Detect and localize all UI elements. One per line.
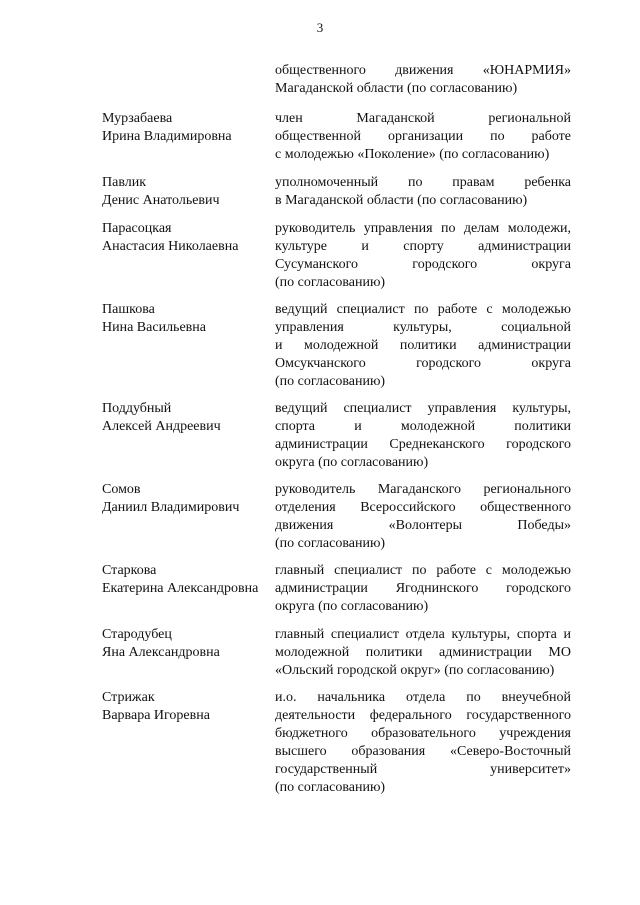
- position-line: культуре и спорту администрации: [275, 239, 571, 254]
- position-line: в Магаданской области (по согласованию): [275, 193, 528, 208]
- position-description: [275, 400, 571, 472]
- position-description: [275, 62, 571, 98]
- position-line: (по согласованию): [275, 374, 386, 389]
- position-line: с молодежью «Поколение» (по согласованию): [275, 147, 550, 162]
- position-line: общественного движения «ЮНАРМИЯ»: [275, 63, 571, 78]
- position-line: уполномоченный по правам ребенка: [275, 175, 571, 190]
- position-line: молодежной политики администрации МО: [275, 645, 571, 660]
- position-line: Магаданской области (по согласованию): [275, 81, 518, 96]
- member-given-name: Ирина Владимировна: [102, 129, 232, 144]
- position-description: [275, 481, 571, 553]
- position-line: высшего образования «Северо-Восточный: [275, 744, 571, 759]
- member-name: [102, 689, 270, 725]
- position-description: [275, 220, 571, 292]
- position-line: главный специалист отдела культуры, спорта и: [275, 627, 571, 642]
- position-description: [275, 689, 571, 797]
- member-surname: Мурзабаева: [102, 111, 173, 126]
- member-name: [102, 220, 270, 256]
- member-given-name: Екатерина Александровна: [102, 581, 259, 596]
- position-line: администрации Среднеканского городского: [275, 437, 571, 452]
- position-line: (по согласованию): [275, 780, 386, 795]
- page-number: 3: [316, 20, 324, 35]
- member-name: [102, 301, 270, 337]
- position-line: главный специалист по работе с молодежью: [275, 563, 571, 578]
- position-line: (по согласованию): [275, 275, 386, 290]
- position-line: (по согласованию): [275, 536, 386, 551]
- member-name: [102, 626, 270, 662]
- member-given-name: Денис Анатольевич: [102, 193, 220, 208]
- member-name: [102, 174, 270, 210]
- position-line: бюджетного образовательного учреждения: [275, 726, 571, 741]
- position-line: руководитель Магаданского регионального: [275, 482, 571, 497]
- position-description: [275, 301, 571, 391]
- position-line: и.о. начальника отдела по внеучебной: [275, 690, 571, 705]
- member-surname: Павлик: [102, 175, 147, 190]
- member-name: [102, 562, 270, 598]
- position-line: общественной организации по работе: [275, 129, 571, 144]
- member-given-name: Даниил Владимирович: [102, 500, 240, 515]
- position-description: [275, 110, 571, 164]
- position-description: [275, 626, 571, 680]
- position-line: и молодежной политики администрации: [275, 338, 571, 353]
- member-given-name: Нина Васильевна: [102, 320, 206, 335]
- position-line: отделения Всероссийского общественного: [275, 500, 571, 515]
- member-given-name: Яна Александровна: [102, 645, 220, 660]
- position-line: ведущий специалист по работе с молодежью: [275, 302, 571, 317]
- position-line: руководитель управления по делам молодежи,: [275, 221, 571, 236]
- position-line: спорта и молодежной политики: [275, 419, 571, 434]
- position-line: «Ольский городской округ» (по согласованию): [275, 663, 555, 678]
- position-line: округа (по согласованию): [275, 455, 429, 470]
- member-surname: Пашкова: [102, 302, 155, 317]
- member-surname: Стрижак: [102, 690, 155, 705]
- position-line: Омсукчанского городского округа: [275, 356, 571, 371]
- position-line: деятельности федерального государственного: [275, 708, 571, 723]
- position-description: [275, 174, 571, 210]
- position-line: Сусуманского городского округа: [275, 257, 571, 272]
- position-line: движения «Волонтеры Победы»: [275, 518, 571, 533]
- member-given-name: Варвара Игоревна: [102, 708, 210, 723]
- position-line: член Магаданской региональной: [275, 111, 571, 126]
- member-name: [102, 110, 270, 146]
- member-surname: Стародубец: [102, 627, 172, 642]
- position-line: округа (по согласованию): [275, 599, 429, 614]
- position-description: [275, 562, 571, 616]
- member-given-name: Анастасия Николаевна: [102, 239, 239, 254]
- position-line: администрации Ягоднинского городского: [275, 581, 571, 596]
- member-surname: Старкова: [102, 563, 157, 578]
- member-name: [102, 400, 270, 436]
- position-line: государственный университет»: [275, 762, 571, 777]
- member-surname: Парасоцкая: [102, 221, 172, 236]
- member-name: [102, 481, 270, 517]
- position-line: ведущий специалист управления культуры,: [275, 401, 571, 416]
- member-surname: Поддубный: [102, 401, 172, 416]
- member-surname: Сомов: [102, 482, 141, 497]
- member-given-name: Алексей Андреевич: [102, 419, 221, 434]
- position-line: управления культуры, социальной: [275, 320, 571, 335]
